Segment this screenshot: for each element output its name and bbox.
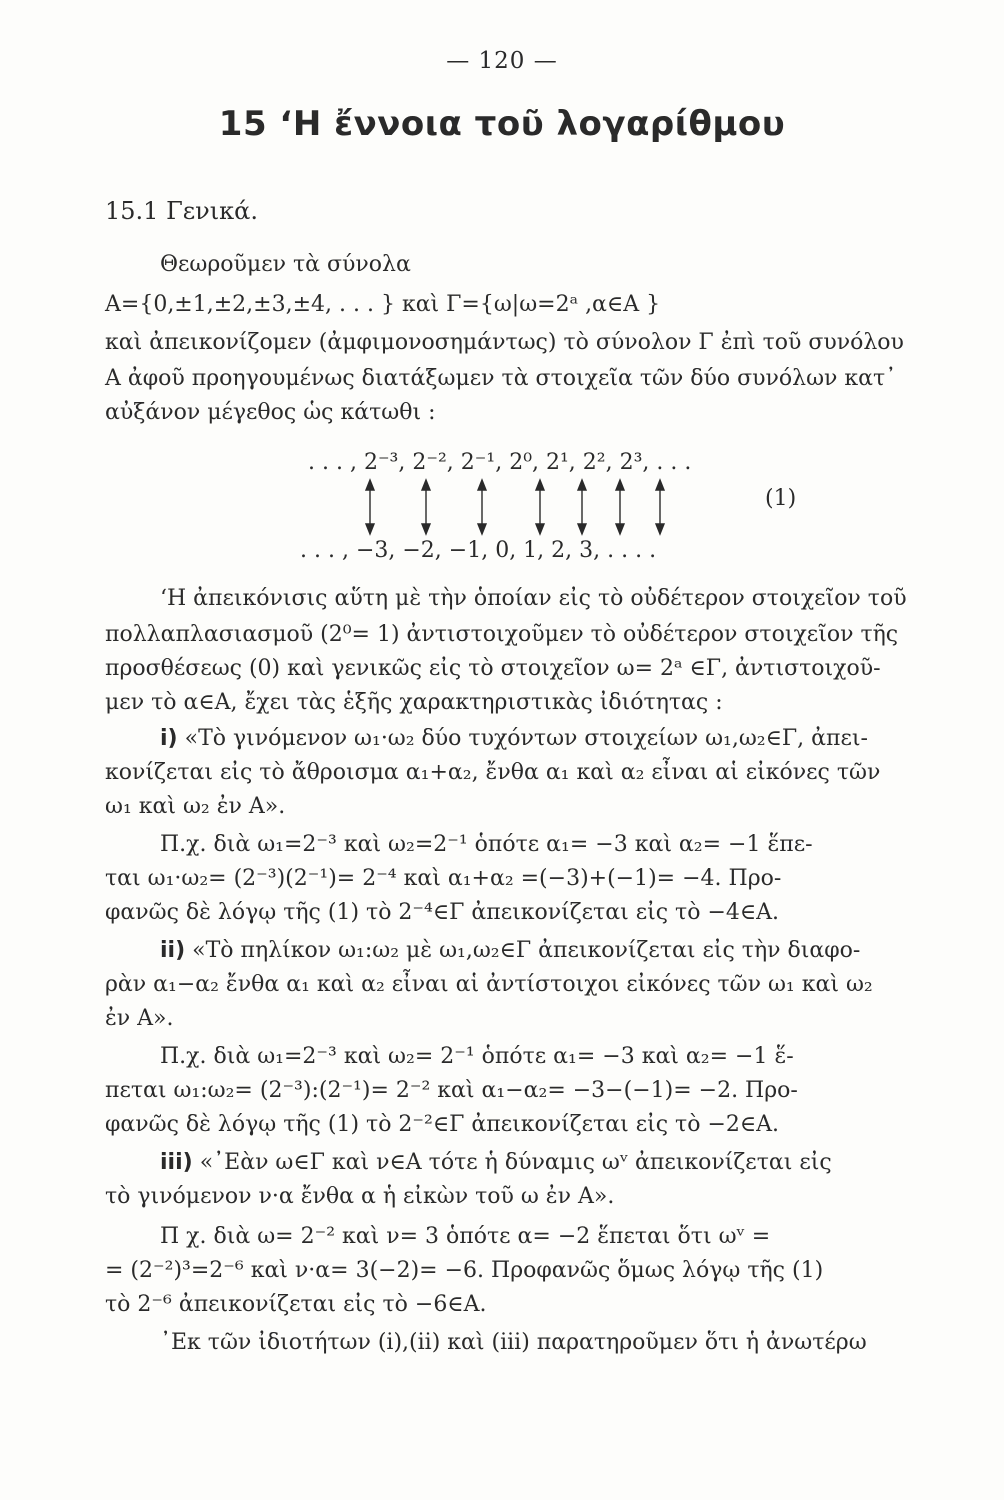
example-line: = (2⁻²)³=2⁻⁶ καὶ ν·α= 3(−2)= −6. Προφανῶς ὅμως λόγῳ τῆς (1) xyxy=(105,1258,824,1283)
sets-definition: A={0,±1,±2,±3,±4, . . . } καὶ Γ={ω|ω=2ᵃ ,α∈A } xyxy=(105,292,661,317)
double-arrow xyxy=(616,480,624,534)
example-line: Π.χ. διὰ ω₁=2⁻³ καὶ ω₂=2⁻¹ ὁπότε α₁= −3 καὶ α₂= −1 ἕπε- xyxy=(160,832,813,857)
example-line: τὸ 2⁻⁶ ἀπεικονίζεται εἰς τὸ −6∈A. xyxy=(105,1292,487,1317)
property-i-statement: i) «Τὸ γινόμενον ω₁·ω₂ δύο τυχόντων στοιχείων ω₁,ω₂∈Γ, ἀπει- xyxy=(160,726,868,751)
paragraph-line: ‘Η ἀπεικόνισις αὕτη μὲ τὴν ὁποίαν εἰς τὸ οὐδέτερον στοιχεῖον τοῦ xyxy=(160,586,907,611)
example-line: Π χ. διὰ ω= 2⁻² καὶ ν= 3 ὁπότε α= −2 ἕπεται ὅτι ωᵛ = xyxy=(160,1224,771,1249)
intro-line: A ἀφοῦ προηγουμένως διατάξωμεν τὰ στοιχεῖα τῶν δύο συνόλων κατ᾽ xyxy=(105,366,897,391)
property-ii-statement: ii) «Τὸ πηλίκον ω₁:ω₂ μὲ ω₁,ω₂∈Γ ἀπεικονίζεται εἰς τὴν διαφο- xyxy=(160,938,861,963)
paragraph-line: πολλαπλασιασμοῦ (2⁰= 1) ἀντιστοιχοῦμεν τὸ οὐδέτερον στοιχεῖον τῆς xyxy=(105,622,899,647)
property-ii-line: ἐν A». xyxy=(105,1006,174,1031)
page-number: — 120 — xyxy=(446,48,558,74)
double-arrow xyxy=(366,480,374,534)
closing-line: ᾽Εκ τῶν ἰδιοτήτων (i),(ii) καὶ (iii) παρατηροῦμεν ὅτι ἡ ἀνωτέρω xyxy=(160,1330,867,1355)
example-line: φανῶς δὲ λόγῳ τῆς (1) τὸ 2⁻⁴∈Γ ἀπεικονίζεται εἰς τὸ −4∈A. xyxy=(105,900,780,925)
paragraph-line: προσθέσεως (0) καὶ γενικῶς εἰς τὸ στοιχεῖον ω= 2ᵃ ∈Γ, ἀντιστοιχοῦ- xyxy=(105,656,881,681)
intro-line: καὶ ἀπεικονίζομεν (ἀμφιμονοσημάντως) τὸ σύνολον Γ ἐπὶ τοῦ συνόλου xyxy=(105,330,904,355)
property-i-line: ω₁ καὶ ω₂ ἐν A». xyxy=(105,794,286,819)
double-arrow xyxy=(422,480,430,534)
property-ii-line: ρὰν α₁−α₂ ἔνθα α₁ καὶ α₂ εἶναι αἱ ἀντίστοιχοι εἰκόνες τῶν ω₁ καὶ ω₂ xyxy=(105,972,873,997)
property-label: ii) xyxy=(160,938,186,963)
example-line: φανῶς δὲ λόγῳ τῆς (1) τὸ 2⁻²∈Γ ἀπεικονίζεται εἰς τὸ −2∈A. xyxy=(105,1112,780,1137)
example-line: πεται ω₁:ω₂= (2⁻³):(2⁻¹)= 2⁻² καὶ α₁−α₂= −3−(−1)= −2. Προ- xyxy=(105,1078,798,1103)
property-iii-line: τὸ γινόμενον ν·α ἔνθα α ἡ εἰκὼν τοῦ ω ἐν A». xyxy=(105,1184,615,1209)
double-arrow xyxy=(478,480,486,534)
diagram-top-row: . . . , 2⁻³, 2⁻², 2⁻¹, 2⁰, 2¹, 2², 2³, . . . xyxy=(308,450,692,475)
intro-line: Θεωροῦμεν τὰ σύνολα xyxy=(160,252,411,277)
property-i-line: κονίζεται εἰς τὸ ἄθροισμα α₁+α₂, ἔνθα α₁ καὶ α₂ εἶναι αἱ εἰκόνες τῶν xyxy=(105,760,881,785)
property-label: iii) xyxy=(160,1150,193,1175)
property-label: i) xyxy=(160,726,178,751)
double-arrow xyxy=(656,480,664,534)
diagram-bottom-row: . . . , −3, −2, −1, 0, 1, 2, 3, . . . . xyxy=(300,538,657,563)
equation-label: (1) xyxy=(765,486,797,511)
double-arrow xyxy=(578,480,586,534)
intro-line: αὐξάνον μέγεθος ὡς κάτωθι : xyxy=(105,400,436,425)
example-line: Π.χ. διὰ ω₁=2⁻³ καὶ ω₂= 2⁻¹ ὁπότε α₁= −3 καὶ α₂= −1 ἕ- xyxy=(160,1044,794,1069)
property-iii-statement: iii) «᾽Εὰν ω∈Γ καὶ ν∈A τότε ἡ δύναμις ωᵛ ἀπεικονίζεται εἰς xyxy=(160,1150,832,1175)
section-heading: 15.1 Γενικά. xyxy=(105,197,258,225)
double-arrow xyxy=(536,480,544,534)
chapter-title: 15 ‘Η ἔννοια τοῦ λογαρίθμου xyxy=(218,104,786,144)
paragraph-line: μεν τὸ α∈A, ἔχει τὰς ἑξῆς χαρακτηριστικὰς ἰδιότητας : xyxy=(105,690,723,715)
example-line: ται ω₁·ω₂= (2⁻³)(2⁻¹)= 2⁻⁴ καὶ α₁+α₂ =(−3)+(−1)= −4. Προ- xyxy=(105,866,782,891)
